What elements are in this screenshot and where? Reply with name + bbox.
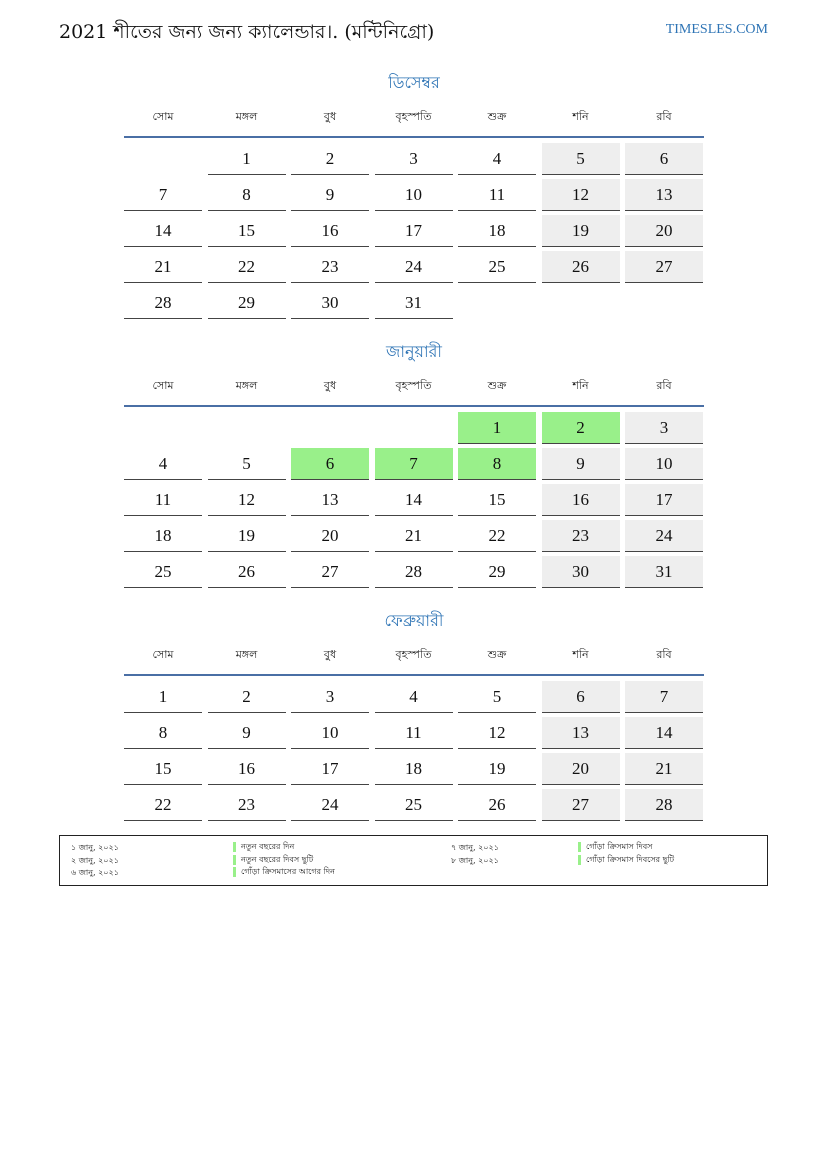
- day-cell[interactable]: 4: [124, 448, 202, 480]
- day-cell[interactable]: 8: [208, 179, 286, 211]
- day-cell[interactable]: 18: [375, 753, 453, 785]
- day-cell[interactable]: 4: [458, 143, 536, 175]
- weekday-header: শুক্র: [487, 648, 507, 661]
- day-cell[interactable]: 14: [625, 717, 703, 749]
- day-cell[interactable]: 27: [625, 251, 703, 283]
- day-cell[interactable]: 10: [625, 448, 703, 480]
- day-cell[interactable]: 21: [375, 520, 453, 552]
- day-cell[interactable]: 16: [542, 484, 620, 516]
- day-cell[interactable]: 24: [291, 789, 369, 821]
- day-cell[interactable]: 30: [542, 556, 620, 588]
- day-cell[interactable]: 1: [458, 412, 536, 444]
- weekday-header: বৃহস্পতি: [395, 648, 432, 661]
- day-cell[interactable]: 3: [375, 143, 453, 175]
- page-title: 2021 শীতের জন্য জন্য ক্যালেন্ডার।. (মন্টিনিগ্রো): [59, 21, 435, 43]
- weekday-header: সোম: [152, 379, 174, 392]
- day-cell[interactable]: 16: [208, 753, 286, 785]
- day-cell[interactable]: 15: [124, 753, 202, 785]
- legend-holiday-name: গোঁড়া ক্রিসমাস দিবস: [578, 842, 652, 852]
- weekday-header: শনি: [572, 379, 589, 392]
- weekday-header: সোম: [152, 110, 174, 123]
- month-title: জানুয়ারী: [386, 342, 442, 361]
- day-cell[interactable]: 25: [458, 251, 536, 283]
- legend-holiday-name: নতুন বছরের দিবস ছুটি: [233, 855, 313, 865]
- month-block: [124, 70, 704, 330]
- day-cell[interactable]: 15: [208, 215, 286, 247]
- weekday-header: শুক্র: [487, 379, 507, 392]
- site-link[interactable]: TIMESLES.COM: [665, 22, 768, 37]
- day-cell[interactable]: 7: [375, 448, 453, 480]
- weekday-header: সোম: [152, 648, 174, 661]
- day-cell[interactable]: 2: [208, 681, 286, 713]
- day-cell[interactable]: 23: [291, 251, 369, 283]
- month-title: ফেব্রুয়ারী: [384, 611, 444, 630]
- legend-holiday-name: গোঁড়া ক্রিসমাস দিবসের ছুটি: [578, 855, 674, 865]
- day-cell[interactable]: 18: [124, 520, 202, 552]
- day-cell[interactable]: 12: [542, 179, 620, 211]
- day-cell[interactable]: 6: [291, 448, 369, 480]
- weekday-header: মঙ্গল: [235, 648, 258, 661]
- legend-holiday-name: গোঁড়া ক্রিসমাসের আগের দিন: [233, 867, 335, 877]
- day-cell[interactable]: 13: [625, 179, 703, 211]
- day-cell[interactable]: 21: [625, 753, 703, 785]
- header-rule: [124, 405, 704, 407]
- day-cell[interactable]: 17: [291, 753, 369, 785]
- day-cell[interactable]: 27: [542, 789, 620, 821]
- weekday-header: শুক্র: [487, 110, 507, 123]
- day-cell[interactable]: 30: [291, 287, 369, 319]
- day-cell[interactable]: 5: [208, 448, 286, 480]
- legend-date: ১ জানু, ২০২১: [71, 843, 119, 852]
- day-cell[interactable]: 8: [124, 717, 202, 749]
- day-cell[interactable]: 1: [124, 681, 202, 713]
- day-cell[interactable]: 5: [458, 681, 536, 713]
- day-cell[interactable]: 25: [124, 556, 202, 588]
- legend-date: ৬ জানু, ২০২১: [71, 868, 119, 877]
- day-cell[interactable]: 24: [625, 520, 703, 552]
- day-cell[interactable]: 9: [542, 448, 620, 480]
- day-cell[interactable]: 7: [124, 179, 202, 211]
- page-header: [59, 18, 768, 48]
- legend-date: ৭ জানু, ২০২১: [451, 843, 499, 852]
- day-cell[interactable]: 18: [458, 215, 536, 247]
- day-cell[interactable]: 11: [458, 179, 536, 211]
- weekday-header: শনি: [572, 110, 589, 123]
- day-cell[interactable]: 12: [458, 717, 536, 749]
- day-cell[interactable]: 21: [124, 251, 202, 283]
- day-cell[interactable]: 24: [375, 251, 453, 283]
- day-cell[interactable]: 29: [208, 287, 286, 319]
- day-cell[interactable]: 19: [208, 520, 286, 552]
- day-cell[interactable]: 25: [375, 789, 453, 821]
- month-title: ডিসেম্বর: [388, 73, 440, 92]
- day-cell[interactable]: 9: [208, 717, 286, 749]
- day-cell[interactable]: 7: [625, 681, 703, 713]
- day-cell[interactable]: 17: [625, 484, 703, 516]
- month-block: [124, 339, 704, 599]
- day-cell[interactable]: 22: [124, 789, 202, 821]
- legend-date: ৮ জানু, ২০২১: [451, 856, 499, 865]
- day-cell[interactable]: 28: [625, 789, 703, 821]
- weekday-header: বুধ: [323, 379, 337, 392]
- header-rule: [124, 136, 704, 138]
- day-cell[interactable]: 22: [208, 251, 286, 283]
- day-cell[interactable]: 31: [625, 556, 703, 588]
- day-cell[interactable]: 10: [291, 717, 369, 749]
- day-cell[interactable]: 13: [291, 484, 369, 516]
- weekday-header: রবি: [656, 379, 672, 392]
- day-cell[interactable]: 1: [208, 143, 286, 175]
- day-cell[interactable]: 23: [542, 520, 620, 552]
- weekday-header: বৃহস্পতি: [395, 379, 432, 392]
- day-cell[interactable]: 17: [375, 215, 453, 247]
- day-cell[interactable]: 23: [208, 789, 286, 821]
- holiday-legend: [59, 835, 768, 886]
- weekday-header: বুধ: [323, 648, 337, 661]
- month-block: [124, 608, 704, 868]
- day-cell[interactable]: 9: [291, 179, 369, 211]
- day-cell[interactable]: 6: [625, 143, 703, 175]
- weekday-header: শনি: [572, 648, 589, 661]
- day-cell[interactable]: 19: [542, 215, 620, 247]
- legend-date: ২ জানু, ২০২১: [71, 856, 119, 865]
- day-cell[interactable]: 6: [542, 681, 620, 713]
- weekday-header: মঙ্গল: [235, 110, 258, 123]
- day-cell[interactable]: 8: [458, 448, 536, 480]
- day-cell[interactable]: 31: [375, 287, 453, 319]
- day-cell[interactable]: 27: [291, 556, 369, 588]
- day-cell[interactable]: 5: [542, 143, 620, 175]
- day-cell[interactable]: 11: [375, 717, 453, 749]
- day-cell[interactable]: 20: [291, 520, 369, 552]
- day-cell[interactable]: 29: [458, 556, 536, 588]
- day-cell[interactable]: 14: [375, 484, 453, 516]
- day-cell[interactable]: 20: [625, 215, 703, 247]
- day-cell[interactable]: 15: [458, 484, 536, 516]
- day-cell[interactable]: 2: [291, 143, 369, 175]
- weekday-header: মঙ্গল: [235, 379, 258, 392]
- day-cell[interactable]: 19: [458, 753, 536, 785]
- day-cell[interactable]: 28: [375, 556, 453, 588]
- weekday-header: বৃহস্পতি: [395, 110, 432, 123]
- day-cell[interactable]: 20: [542, 753, 620, 785]
- weekday-header: বুধ: [323, 110, 337, 123]
- day-cell[interactable]: 28: [124, 287, 202, 319]
- legend-holiday-name: নতুন বছরের দিন: [233, 842, 294, 852]
- day-cell[interactable]: 10: [375, 179, 453, 211]
- day-cell[interactable]: 26: [458, 789, 536, 821]
- day-cell[interactable]: 2: [542, 412, 620, 444]
- weekday-header: রবি: [656, 110, 672, 123]
- day-cell[interactable]: 26: [542, 251, 620, 283]
- day-cell[interactable]: 13: [542, 717, 620, 749]
- day-cell[interactable]: 12: [208, 484, 286, 516]
- day-cell[interactable]: 16: [291, 215, 369, 247]
- day-cell[interactable]: 4: [375, 681, 453, 713]
- day-cell[interactable]: 3: [625, 412, 703, 444]
- day-cell[interactable]: 26: [208, 556, 286, 588]
- day-cell[interactable]: 3: [291, 681, 369, 713]
- weekday-header: রবি: [656, 648, 672, 661]
- header-rule: [124, 674, 704, 676]
- day-cell[interactable]: 22: [458, 520, 536, 552]
- day-cell[interactable]: 14: [124, 215, 202, 247]
- day-cell[interactable]: 11: [124, 484, 202, 516]
